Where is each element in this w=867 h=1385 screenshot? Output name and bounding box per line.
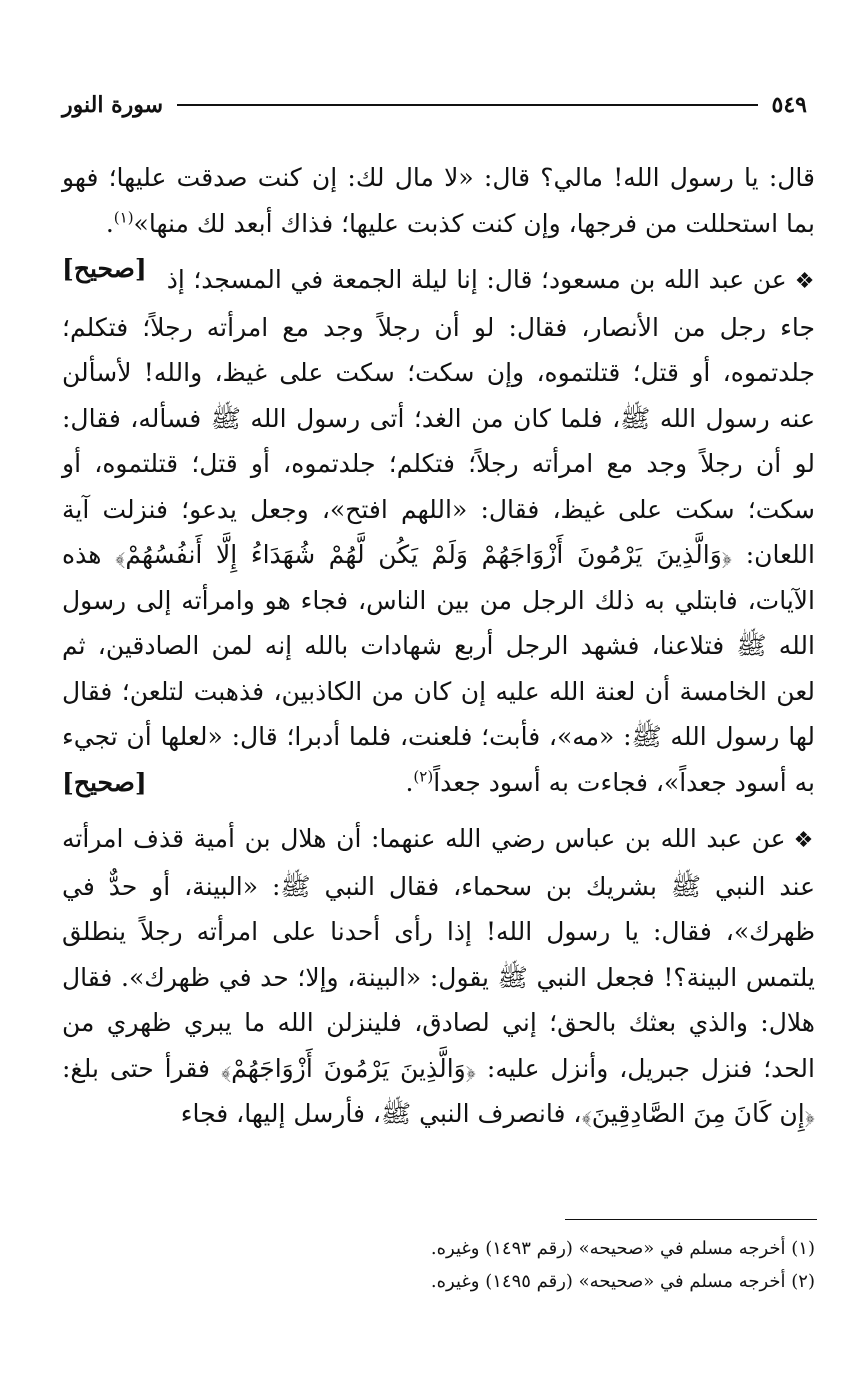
sentence-end: .: [405, 767, 414, 797]
grade-label: [صحيح]: [62, 254, 147, 283]
grade-label: [صحيح]: [62, 767, 147, 797]
hadith-paragraph: [62, 257, 815, 805]
running-header: [62, 86, 807, 124]
footnote-separator: [565, 1219, 817, 1220]
main-text: [62, 155, 815, 1137]
diamond-marker-icon: ❖: [793, 828, 815, 853]
sentence-end: .: [105, 208, 114, 238]
hadith-text: قال: يا رسول الله! مالي؟ قال: «لا مال لك: إن كنت صدقت عليها؛ فهو بما استحللت من فرجها، وإن كنت كذبت عليها؛ فذاك أبعد لك منها»: [62, 163, 815, 238]
diamond-marker-icon: ❖: [794, 269, 816, 294]
footnote: (١) أخرجه مسلم في «صحيحه» (رقم ١٤٩٣) وغيره.: [430, 1238, 815, 1259]
surah-title: سورة النور: [62, 92, 164, 118]
footnote-reference: (١): [113, 208, 134, 227]
footnotes: [215, 1232, 815, 1298]
hadith-paragraph: [62, 155, 815, 283]
hadith-paragraph: [62, 816, 815, 1137]
header-rule: [177, 104, 757, 106]
hadith-text: عن عبد الله بن مسعود؛ قال: إنا ليلة الجمعة في المسجد؛ إذ جاء رجل من الأنصار، فقال: لو أن رجلاً وجد مع امرأته رجلاً؛ فتكلم؛ جلدتموه، أو قتل؛ قتلتموه، وإن سكت؛ سكت على غيظ، والله! لأسألن عنه رسول الله ﷺ، فلما كان من الغد؛ أتى رسول الله ﷺ فسأله، فقال: لو أن رجلاً وجد مع امرأته رجلاً؛ فتكلم؛ جلدتموه، أو قتل؛ قتلتموه، أو سكت؛ سكت على غيظ، فقال: «اللهم افتح»، وجعل يدعو؛ فنزلت آية اللعان: ﴿وَالَّذِينَ يَرْمُونَ أَزْوَاجَهُمْ وَلَمْ يَكُن لَّهُمْ شُهَدَاءُ إِلَّا أَنفُسُهُمْ﴾ هذه الآيات، فابتلي به ذلك الرجل من بين الناس، فجاء هو وامرأته إلى رسول الله ﷺ فتلاعنا، فشهد الرجل أربع شهادات بالله إنه لمن الصادقين، ثم لعن الخامسة أن لعنة الله عليه إن كان من الكاذبين، فذهبت لتلعن؛ فقال لها رسول الله ﷺ: «مه»، فأبت؛ فلعنت، فلما أدبرا؛ قال: «لعلها أن تجيء به أسود جعداً»، فجاءت به أسود جعداً: [62, 265, 815, 797]
hadith-text: عن عبد الله بن عباس رضي الله عنهما: أن هلال بن أمية قذف امرأته عند النبي ﷺ بشريك بن سحماء، فقال النبي ﷺ: «البينة، أو حدٌّ في ظهرك»، فقال: يا رسول الله! إذا رأى أحدنا على امرأته رجلاً ينطلق يلتمس البينة؟! فجعل النبي ﷺ يقول: «البينة، وإلا؛ حد في ظهرك». فقال هلال: والذي بعثك بالحق؛ إني لصادق، فلينزلن الله ما يبري ظهري من الحد؛ فنزل جبريل، وأنزل عليه: ﴿وَالَّذِينَ يَرْمُونَ أَزْوَاجَهُمْ﴾ فقرأ حتى بلغ: ﴿إِن كَانَ مِنَ الصَّادِقِينَ﴾، فانصرف النبي ﷺ، فأرسل إليها، فجاء: [62, 824, 815, 1128]
footnote-reference: (٢): [413, 767, 434, 786]
page-number: ٥٤٩: [771, 92, 807, 118]
footnote: (٢) أخرجه مسلم في «صحيحه» (رقم ١٤٩٥) وغيره.: [430, 1271, 815, 1292]
